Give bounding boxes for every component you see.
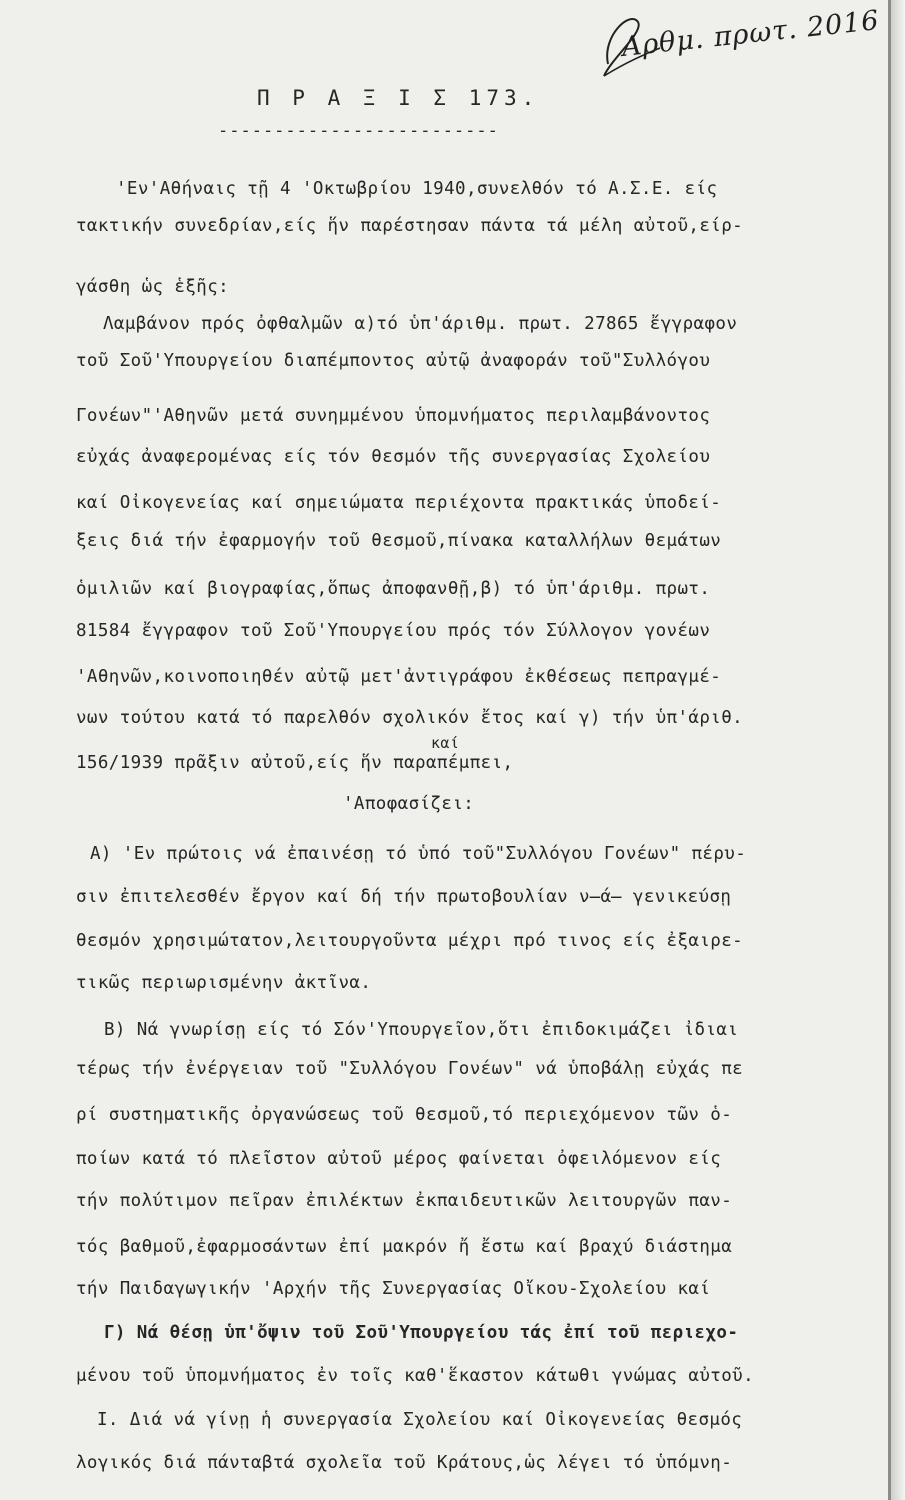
text-line-4: Λαμβάνον πρός ὀφθαλμῶν α)τό ὑπ'άριθμ. πρωτ. 27865 ἔγγραφον — [103, 314, 738, 334]
page-edge-line — [888, 0, 891, 1500]
text-line-16: Α) 'Εν πρώτοις νά ἐπαινέσῃ τό ὑπό τοῦ"Συλλόγου Γονέων" πέρυ- — [90, 844, 747, 864]
text-line-1: 'Εν'Αθήναις τῇ 4 'Οκτωβρίου 1940,συνελθόν τό Α.Σ.Ε. είς — [116, 179, 718, 199]
text-line-18: θεσμόν χρησιμώτατον,λειτουργοῦντα μέχρι πρό τινος είς ἐξαιρε- — [76, 931, 744, 951]
text-line-3: γάσθη ὡς ἑξῆς: — [76, 277, 230, 297]
text-line-26: τήν Παιδαγωγικήν 'Αρχήν τῆς Συνεργασίας Οἴκου-Σχολείου καί — [76, 1279, 711, 1299]
title-underline: ------------------------- — [218, 121, 499, 141]
text-line-10: ὁμιλιῶν καί βιογραφίας,ὅπως ἀποφανθῇ,β) τό ὑπ'άριθμ. πρωτ. — [76, 579, 711, 599]
annotation-text: Αρθμ. πρωτ. 2016 — [620, 5, 881, 63]
text-line-25: τός βαθμοῦ,ἐφαρμοσάντων ἐπί μακρόν ἤ ἔστω καί βραχύ διάστημα — [76, 1237, 733, 1257]
act-title: Π Ρ Α Ξ Ι Σ 173. — [257, 86, 540, 110]
text-line-12: 'Αθηνῶν,κοινοποιηθέν αὐτῷ μετ'ἀντιγράφου ἐκθέσεως πεπραγμέ- — [76, 667, 722, 687]
text-line-13: νων τούτου κατά τό παρελθόν σχολικόν ἔτος καί γ) τήν ὑπ'άριθ. — [76, 708, 744, 728]
decision-heading: 'Αποφασίζει: — [343, 794, 475, 814]
text-line-28: μένου τοῦ ὑπομνήματος ἐν τοῖς καθ'ἕκαστον κάτωθι γνώμας αὐτοῦ. — [76, 1366, 755, 1386]
text-line-17: σιν ἐπιτελεσθέν ἔργον καί δή τήν πρωτοβουλίαν ν̶ά̶ γενικεύσῃ — [76, 887, 732, 907]
text-line-6: Γονέων"'Αθηνῶν μετά συνημμένου ὑπομνήματος περιλαμβάνοντος — [76, 406, 711, 426]
text-line-9: ξεις διά τήν ἐφαρμογήν τοῦ θεσμοῦ,πίνακα καταλλήλων θεμάτων — [76, 531, 722, 551]
page-edge-shadow — [891, 0, 905, 1500]
text-line-5: τοῦ Σοῦ'Υπουργείου διαπέμποντος αὐτῷ ἀναφοράν τοῦ"Συλλόγου — [76, 351, 711, 371]
text-line-7: εὐχάς ἀναφερομένας είς τόν θεσμόν τῆς συνεργασίας Σχολείου — [76, 447, 711, 467]
text-line-14: 156/1939 πρᾶξιν αὐτοῦ,είς ἥν παραπέμπει, — [76, 753, 514, 773]
text-line-2: τακτικήν συνεδρίαν,είς ἥν παρέστησαν πάντα τά μέλη αὐτοῦ,είρ- — [76, 216, 744, 236]
text-line-27: Γ) Νά θέσῃ ὑπ'ὄψιν τοῦ Σοῦ'Υπουργείου τάς ἐπί τοῦ περιεχο- — [104, 1323, 739, 1343]
text-line-30: λογικός διά πάνταβτά σχολεῖα τοῦ Κράτους,ὡς λέγει τό ὑπόμνη- — [76, 1453, 733, 1473]
text-line-11: 81584 ἔγγραφον τοῦ Σοῦ'Υπουργείου πρός τόν Σύλλογον γονέων — [76, 621, 711, 641]
interlinear-insertion: καί — [431, 734, 460, 752]
text-line-19: τικῶς περιωρισμένην ἀκτῖνα. — [76, 973, 372, 993]
text-line-22: ρί συστηματικῆς ὀργανώσεως τοῦ θεσμοῦ,τό περιεχόμενον τῶν ὁ- — [76, 1105, 733, 1125]
text-line-21: τέρως τήν ἐνέργειαν τοῦ "Συλλόγου Γονέων" νά ὑποβάλῃ εὐχάς πε — [76, 1059, 744, 1079]
text-line-20: Β) Νά γνωρίσῃ είς τό Σόν'Υπουργεῖον,ὅτι ἐπιδοκιμάζει ἰδιαι — [104, 1020, 739, 1040]
text-line-29: Ι. Διά νά γίνῃ ἡ συνεργασία Σχολείου καί Οἰκογενείας θεσμός — [97, 1410, 743, 1430]
text-line-8: καί Οἰκογενείας καί σημειώματα περιέχοντα πρακτικάς ὑποδεί- — [76, 493, 722, 513]
text-line-24: τήν πολύτιμον πεῖραν ἐπιλέκτων ἐκπαιδευτικῶν λειτουργῶν παν- — [76, 1191, 733, 1211]
text-line-23: ποίων κατά τό πλεῖστον αὐτοῦ μέρος φαίνεται ὀφειλόμενον είς — [76, 1149, 722, 1169]
handwritten-annotation — [600, 6, 890, 86]
